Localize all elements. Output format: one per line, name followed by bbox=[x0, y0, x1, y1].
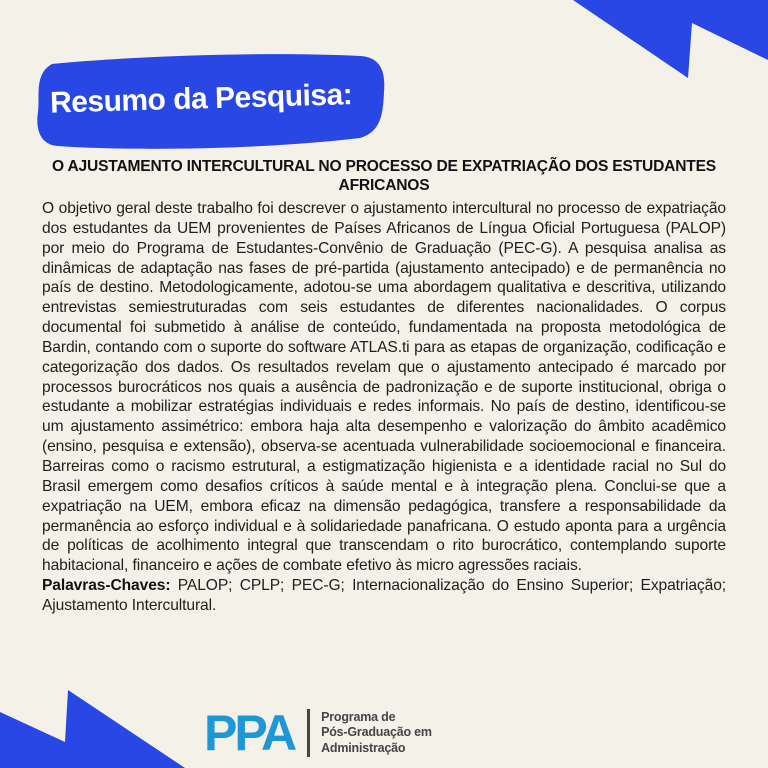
ppa-logo-acronym: PPA bbox=[204, 705, 295, 761]
logo-divider bbox=[307, 709, 310, 757]
logo-name-line3: Administração bbox=[321, 740, 406, 755]
logo-name-line1: Programa de bbox=[321, 709, 396, 724]
abstract-body-text: O objetivo geral deste trabalho foi descrever o ajustamento intercultural no processo de expatriação dos estudantes da UEM provenientes de Países Africanos de Língua Oficial Portuguesa (PALOP) por meio do Programa de Estudantes-Convênio de Graduação (PEC-G). A pesquisa analisa as dinâmicas de adaptação nas fases de pré-partida (ajustamento antecipado) e de permanência no país de destino. Metodologicamente, adotou-se uma abordagem qualitativa e descritiva, utilizando entrevistas semiestruturadas com seis estudantes de diferentes nacionalidades. O corpus documental foi submetido à análise de conteúdo, fundamentada na proposta metodológica de Bardin, contando com o suporte do software ATLAS.ti para as etapas de organização, codificação e categorização dos dados. Os resultados revelam que o ajustamento antecipado é marcado por processos burocráticos nos quais a ausência de padronização e de suporte institucional, obriga o estudante a mobilizar estratégias individuais e redes informais. No país de destino, identificou-se um ajustamento assimétrico: embora haja alta desempenho e valorização do âmbito acadêmico (ensino, pesquisa e extensão), observa-se acentuada vulnerabilidade socioemocional e financeira. Barreiras como o racismo estrutural, a estigmatização higienista e a identidade racial no Sul do Brasil emergem como desafios críticos à saúde mental e à integração plena. Conclui-se que a expatriação na UEM, embora eficaz na dimensão pedagógica, transfere a responsabilidade da permanência ao esforço individual e à solidariedade panafricana. O estudo aponta para a urgência de políticas de acolhimento integral que transcendam o rito burocrático, contemplando suporte habitacional, financeiro e ações de combate efetivo às micro agressões raciais. bbox=[42, 200, 726, 575]
banner bbox=[30, 50, 394, 154]
zigzag-shape-bottom-left bbox=[0, 690, 185, 768]
keywords-list: PALOP; CPLP; PEC-G; Internacionalização do Ensino Superior; Expatriação; Ajustamento Intercultural. bbox=[42, 577, 726, 614]
ppa-logo bbox=[204, 705, 432, 761]
banner-title: Resumo da Pesquisa: bbox=[49, 78, 353, 120]
logo-program-name bbox=[321, 710, 432, 757]
zigzag-shape-top-right bbox=[573, 0, 768, 78]
abstract-title: O AJUSTAMENTO INTERCULTURAL NO PROCESSO DE EXPATRIAÇÃO DOS ESTUDANTES AFRICANOS bbox=[52, 158, 716, 194]
logo-name-line2: Pós-Graduação em bbox=[321, 725, 432, 740]
keywords-paragraph bbox=[42, 576, 726, 616]
abstract-section bbox=[42, 157, 726, 616]
keywords-label: Palavras-Chaves: bbox=[42, 577, 171, 595]
